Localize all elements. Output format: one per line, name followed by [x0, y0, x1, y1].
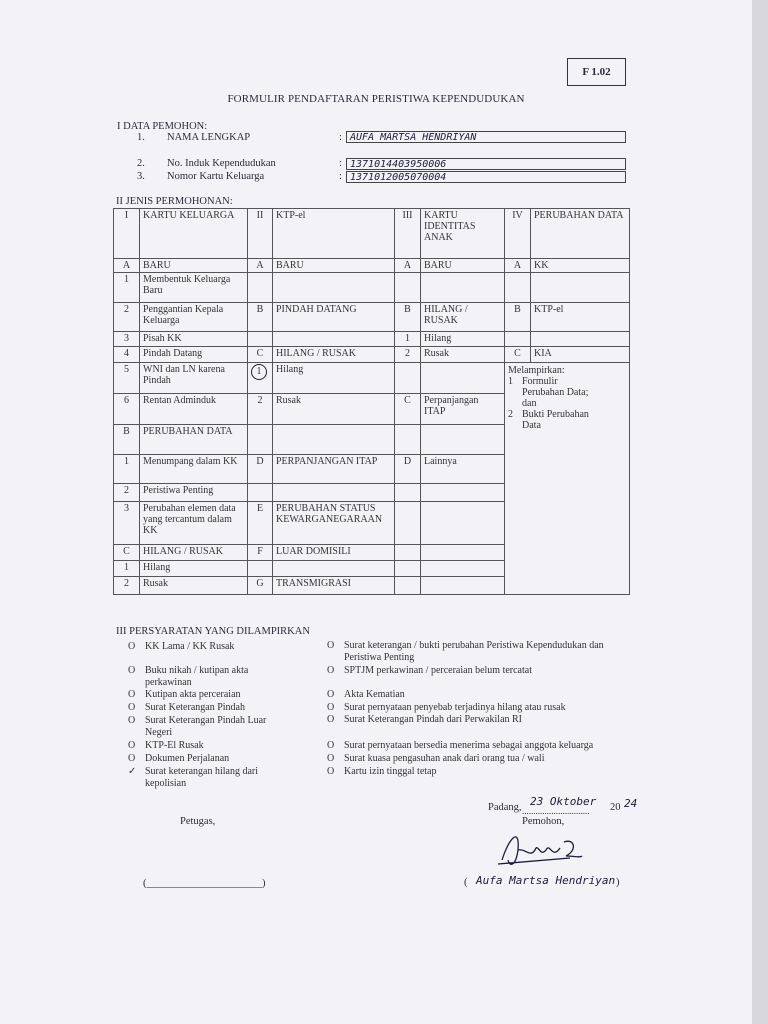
- checkbox-circle-icon[interactable]: O: [327, 689, 335, 700]
- col-head-kia: KARTU IDENTITAS ANAK: [421, 209, 505, 259]
- cell: 1: [114, 273, 140, 303]
- requirement-text: Akta Kematian: [344, 689, 405, 700]
- cell: D: [395, 455, 421, 484]
- officer-name-line[interactable]: (______________________): [143, 878, 266, 889]
- col-head-iii: III: [395, 209, 421, 259]
- cell: A: [114, 259, 140, 273]
- date-handwritten: 23 Oktober: [530, 795, 597, 808]
- cell: C: [248, 347, 273, 363]
- attachment-2-text: Bukti Perubahan Data: [522, 409, 589, 431]
- col-head-iv: IV: [505, 209, 531, 259]
- cell: B: [395, 303, 421, 332]
- cell: F: [248, 545, 273, 561]
- cell: G: [248, 577, 273, 595]
- field-3-label: Nomor Kartu Keluarga: [167, 171, 265, 182]
- cell: Peristiwa Penting: [140, 484, 248, 502]
- attachment-1-num: 1: [508, 376, 513, 387]
- cell: D: [248, 455, 273, 484]
- cell: B: [505, 303, 531, 332]
- cell: PINDAH DATANG: [273, 303, 395, 332]
- checkbox-circle-icon[interactable]: O: [327, 766, 335, 777]
- field-1-colon: :: [339, 132, 342, 143]
- cell: HILANG / RUSAK: [421, 303, 505, 332]
- cell: Hilang: [273, 363, 395, 394]
- year-prefix: 20: [610, 802, 621, 813]
- cell: C: [114, 545, 140, 561]
- cell: Rusak: [421, 347, 505, 363]
- cell: B: [114, 425, 140, 455]
- checkbox-circle-icon[interactable]: O: [128, 740, 136, 751]
- cell: Rusak: [140, 577, 248, 595]
- requirement-text: Kartu izin tinggal tetap: [344, 766, 437, 777]
- form-title: FORMULIR PENDAFTARAN PERISTIWA KEPENDUDUKAN: [227, 93, 525, 105]
- requirement-text: Surat pernyataan penyebab terjadinya hilang atau rusak: [344, 702, 566, 713]
- cell: 3: [114, 332, 140, 347]
- field-2-label: No. Induk Kependudukan: [167, 158, 276, 169]
- cell: Pindah Datang: [140, 347, 248, 363]
- year-handwritten: 24: [624, 797, 638, 810]
- cell: E: [248, 502, 273, 545]
- cell: 2: [114, 577, 140, 595]
- requirement-text: KTP-El Rusak: [145, 740, 204, 751]
- checkbox-circle-icon[interactable]: O: [128, 702, 136, 713]
- cell: C: [395, 394, 421, 425]
- cell: 1: [114, 455, 140, 484]
- cell: HILANG / RUSAK: [140, 545, 248, 561]
- attachments-title: Melampirkan:: [508, 365, 565, 376]
- requirement-text: KK Lama / KK Rusak: [145, 641, 235, 652]
- cell: KTP-el: [531, 303, 630, 332]
- officer-label: Petugas,: [180, 816, 216, 827]
- cell: 3: [114, 502, 140, 545]
- application-type-table: [113, 208, 630, 595]
- field-2-number: 2.: [137, 158, 145, 169]
- cell: Membentuk Keluarga Baru: [140, 273, 248, 303]
- checkmark-icon[interactable]: ✓: [128, 766, 137, 777]
- cell: Rusak: [273, 394, 395, 425]
- requirement-text: Surat keterangan hilang dari kepolisian: [145, 766, 259, 789]
- cell: 5: [114, 363, 140, 394]
- cell: Hilang: [421, 332, 505, 347]
- page-edge: [752, 0, 768, 1024]
- checkbox-circle-icon[interactable]: O: [128, 641, 136, 652]
- checkbox-circle-icon[interactable]: O: [327, 740, 335, 751]
- kk-number-field[interactable]: 1371012005070004: [346, 171, 626, 183]
- cell: PERPANJANGAN ITAP: [273, 455, 395, 484]
- cell: Penggantian Kepala Keluarga: [140, 303, 248, 332]
- requirement-text: Surat keterangan / bukti perubahan Peristiwa Kependudukan dan Peristiwa Penting: [344, 640, 604, 663]
- applicant-name-close: ): [616, 877, 620, 888]
- cell: [248, 363, 273, 394]
- requirement-text: Surat Keterangan Pindah: [145, 702, 245, 713]
- cell: Hilang: [140, 561, 248, 577]
- attachment-1-text: Formulir Perubahan Data; dan: [522, 376, 589, 409]
- col-head-ii: II: [248, 209, 273, 259]
- field-1-label: NAMA LENGKAP: [167, 132, 251, 143]
- cell: BARU: [421, 259, 505, 273]
- field-1-number: 1.: [137, 132, 145, 143]
- cell: WNI dan LN karena Pindah: [140, 363, 248, 394]
- requirement-text: SPTJM perkawinan / perceraian belum tercatat: [344, 665, 532, 676]
- cell: Lainnya: [421, 455, 505, 484]
- col-head-kk: KARTU KELUARGA: [140, 209, 248, 259]
- checkbox-circle-icon[interactable]: O: [128, 715, 136, 726]
- cell: 6: [114, 394, 140, 425]
- col-head-change: PERUBAHAN DATA: [531, 209, 630, 259]
- cell: A: [505, 259, 531, 273]
- section-iii-label: III PERSYARATAN YANG DILAMPIRKAN: [116, 626, 310, 637]
- cell: PERUBAHAN DATA: [140, 425, 248, 455]
- cell: 1: [114, 561, 140, 577]
- form-code: F 1.02: [567, 58, 626, 86]
- requirement-text: Surat Keterangan Pindah Luar Negeri: [145, 715, 267, 738]
- attachment-2-num: 2: [508, 409, 513, 420]
- selected-circle-mark[interactable]: 1: [251, 364, 267, 380]
- attachments-cell: [505, 363, 630, 595]
- full-name-field[interactable]: AUFA MARTSA HENDRIYAN: [346, 131, 626, 143]
- cell: BARU: [140, 259, 248, 273]
- requirement-text: Surat pernyataan bersedia menerima sebagai anggota keluarga: [344, 740, 594, 751]
- checkbox-circle-icon[interactable]: O: [128, 689, 136, 700]
- col-head-i: I: [114, 209, 140, 259]
- cell: KK: [531, 259, 630, 273]
- date-dots: ..............................: [522, 806, 590, 816]
- cell: TRANSMIGRASI: [273, 577, 395, 595]
- cell: Pisah KK: [140, 332, 248, 347]
- checkbox-circle-icon[interactable]: O: [128, 753, 136, 764]
- field-2-colon: :: [339, 158, 342, 169]
- applicant-signature: [490, 820, 590, 880]
- cell: KIA: [531, 347, 630, 363]
- requirement-text: Buku nikah / kutipan akta perkawinan: [145, 665, 249, 688]
- applicant-name-handwritten: Aufa Martsa Hendriyan: [476, 874, 616, 887]
- cell: 2: [395, 347, 421, 363]
- cell: PERUBAHAN STATUS KEWARGANEGARAAN: [273, 502, 395, 545]
- cell: Rentan Adminduk: [140, 394, 248, 425]
- checkbox-circle-icon[interactable]: O: [327, 753, 335, 764]
- field-3-number: 3.: [137, 171, 145, 182]
- cell: A: [395, 259, 421, 273]
- cell: Perpanjangan ITAP: [421, 394, 505, 425]
- requirement-text: Dokumen Perjalanan: [145, 753, 230, 764]
- cell: LUAR DOMISILI: [273, 545, 395, 561]
- applicant-label: Pemohon,: [522, 816, 565, 827]
- cell: C: [505, 347, 531, 363]
- cell: HILANG / RUSAK: [273, 347, 395, 363]
- cell: 1: [395, 332, 421, 347]
- requirement-text: Surat Keterangan Pindah dari Perwakilan RI: [344, 714, 523, 725]
- cell: 2: [114, 484, 140, 502]
- place-label: Padang,: [488, 802, 522, 813]
- field-3-colon: :: [339, 171, 342, 182]
- cell: 2: [114, 303, 140, 332]
- checkbox-circle-icon[interactable]: O: [327, 702, 335, 713]
- cell: Menumpang dalam KK: [140, 455, 248, 484]
- col-head-ktp: KTP-el: [273, 209, 395, 259]
- cell: 4: [114, 347, 140, 363]
- nik-field[interactable]: 1371014403950006: [346, 158, 626, 170]
- section-ii-label: II JENIS PERMOHONAN:: [116, 196, 233, 207]
- requirement-text: Surat kuasa pengasuhan anak dari orang tua / wali: [344, 753, 545, 764]
- cell: B: [248, 303, 273, 332]
- cell: 2: [248, 394, 273, 425]
- cell: Perubahan elemen data yang tercantum dalam KK: [140, 502, 248, 545]
- checkbox-circle-icon[interactable]: O: [327, 714, 335, 725]
- cell: A: [248, 259, 273, 273]
- checkbox-circle-icon[interactable]: O: [327, 665, 335, 676]
- cell: BARU: [273, 259, 395, 273]
- requirement-text: Kutipan akta perceraian: [145, 689, 241, 700]
- checkbox-circle-icon[interactable]: O: [128, 665, 136, 676]
- checkbox-circle-icon[interactable]: O: [327, 640, 335, 651]
- applicant-name-open: (: [464, 877, 468, 888]
- section-i-label: I DATA PEMOHON:: [117, 121, 208, 132]
